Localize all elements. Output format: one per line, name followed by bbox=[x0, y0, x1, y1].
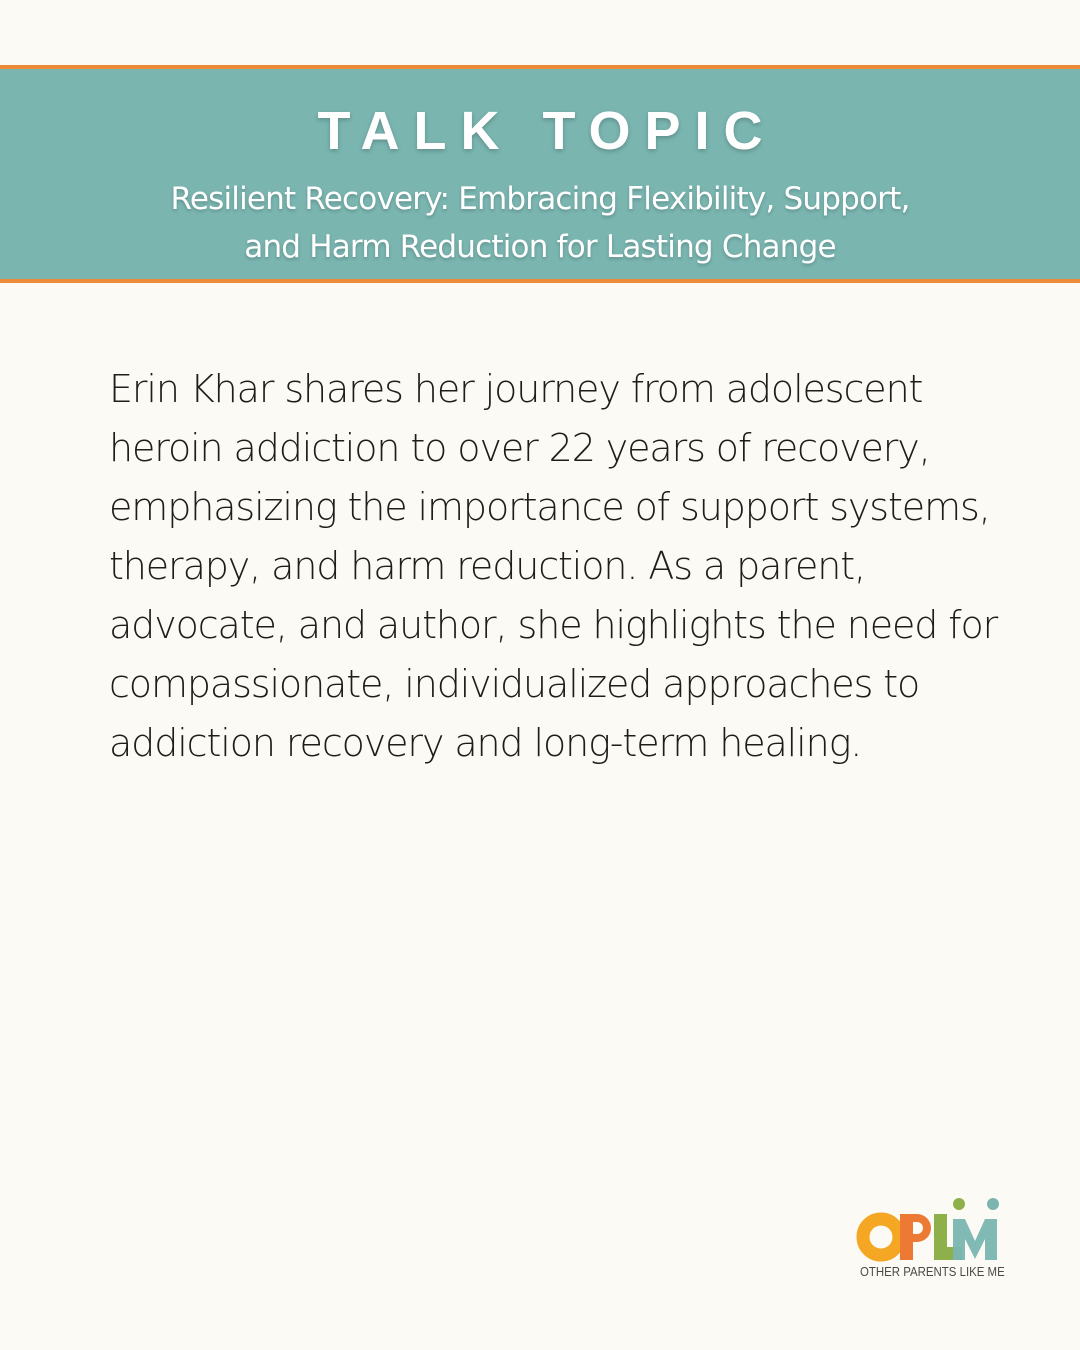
talk-topic-banner bbox=[0, 65, 1080, 283]
subtitle-line-1: Resilient Recovery: Embracing Flexibility, Support, bbox=[170, 181, 910, 217]
logo-dot-right-icon bbox=[987, 1198, 999, 1210]
talk-description: Erin Khar shares her journey from adolescent heroin addiction to over 22 years of recovery, emphasizing the importance of support systems, therapy, and harm reduction. As a parent, advocate, and author, she highlights the need for compassionate, individualized approaches to addiction recovery and long-term healing. bbox=[109, 367, 998, 765]
oplm-wordmark bbox=[855, 1195, 1010, 1265]
banner-subtitle bbox=[60, 175, 1020, 271]
logo-letter-m bbox=[953, 1219, 997, 1260]
subtitle-line-2: and Harm Reduction for Lasting Change bbox=[244, 229, 836, 265]
logo-letter-p bbox=[900, 1214, 931, 1260]
logo-letter-o bbox=[863, 1219, 899, 1255]
logo-tagline: OTHER PARENTS LIKE ME bbox=[860, 1264, 1005, 1279]
banner-title: TALK TOPIC bbox=[317, 101, 777, 161]
oplm-logo bbox=[855, 1195, 1010, 1290]
logo-dot-left-icon bbox=[953, 1198, 965, 1210]
